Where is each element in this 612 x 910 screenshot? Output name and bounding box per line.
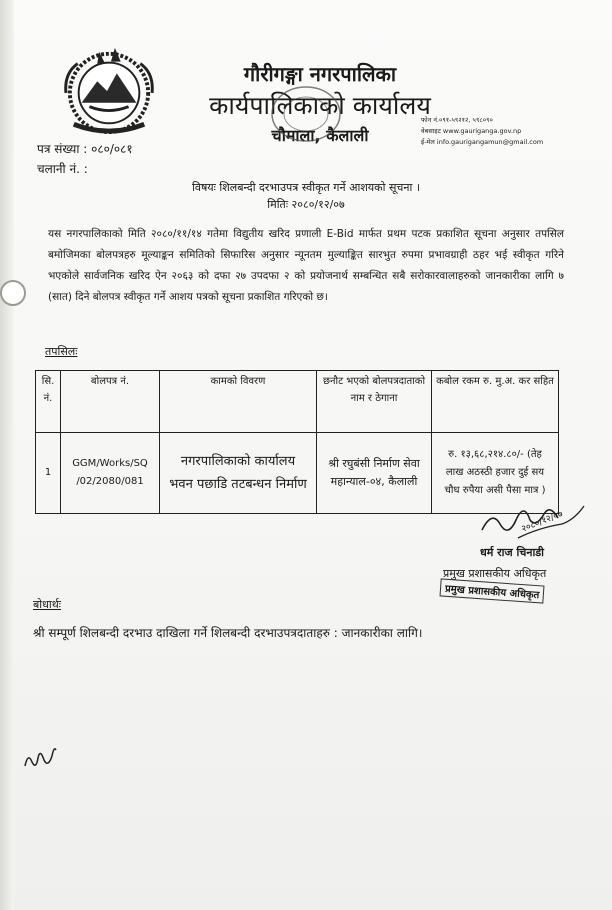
col-header-bidder: छनौट भएको बोलपत्रदाताको नाम र ठेगाना: [317, 371, 432, 433]
municipality-name: गौरीगङ्गा नगरपालिका: [243, 62, 397, 86]
col-header-bid-no: बोलपत्र नं.: [61, 371, 160, 433]
nepal-government-emblem: [60, 44, 158, 136]
signature-date: २०८०/१२/०७: [520, 509, 565, 535]
cell-sn: 1: [36, 433, 61, 514]
cell-bid-no: GGM/Works/SQ /02/2080/081: [61, 433, 160, 514]
contact-info: [421, 115, 543, 148]
cell-description: नगरपालिकाको कार्यालय भवन पछाडि तटबन्धन निर्माण: [160, 433, 317, 514]
table-header-row: [36, 371, 559, 433]
handwritten-initials: [22, 738, 58, 774]
office-location: चौमाला, कैलाली: [271, 126, 369, 145]
office-seal: [266, 82, 346, 146]
punch-hole: [0, 280, 26, 306]
phone-number: फोन नं.०९१-५९२१२, ५९८०९०: [421, 116, 493, 124]
official-stamp: प्रमुख प्रशासकीय अधिकृत: [439, 578, 544, 603]
email: ई-मेल info.gaurigangamun@gmail.com: [421, 138, 544, 146]
col-header-sn: सि. नं.: [36, 371, 61, 433]
signatory-name: धर्म राज चिनाडी: [480, 546, 545, 559]
tapsil-label: तपसिलः: [45, 345, 78, 358]
letter-number: पत्र संख्या : ०८०/०८१: [37, 142, 133, 156]
bodhartha-label: बोधार्थः: [33, 598, 61, 611]
signatory-title: प्रमुख प्रशासकीय अधिकृत: [443, 567, 547, 580]
bodhartha-text: श्री सम्पूर्ण शिलबन्दी दरभाउ दाखिला गर्ने शिलबन्दी दरभाउपत्रदाताहरु : जानकारीका लागि।: [33, 626, 423, 640]
bid-table: [35, 370, 559, 514]
body-paragraph: यस नगरपालिकाको मिति २०८०/११/१४ गतेमा विद्युतीय खरिद प्रणाली E-Bid मार्फत प्रथम पटक प्रकाशित सूचना अनुसार तपसिल बमोजिमका बोलपत्रहरु मूल्याङ्कन समितिको सिफारिस अनुसार न्यूनतम मुल्याङ्कित सारभुत रुपमा प्रभावग्राही ठहर भई स्वीकृत गरिने भएकोले सार्वजनिक खरिद ऐन २०६३ को दफा २७ उपदफा २ को प्रयोजनार्थ सम्बन्धित सबै सरोकारवालाहरुको जानकारीका लागि ७ (सात) दिने बोलपत्र स्वीकृत गर्ने आशय पत्रको सूचना प्रकाशित गरिएको छ।: [48, 228, 564, 303]
subject-date: मितिः २०८०/१२/०७: [267, 198, 345, 211]
col-header-description: कामको विवरण: [160, 371, 317, 433]
cell-bidder: श्री रघुबंसी निर्माण सेवा महान्याल-०४, कैलाली: [317, 433, 432, 514]
subject-line: विषयः शिलबन्दी दरभाउपत्र स्वीकृत गर्ने आशयको सूचना ।: [191, 181, 421, 194]
cell-amount: रु. १३,६८,२१४.८०/- (तेह लाख अठस्ठी हजार दुई सय चौध रुपैया असी पैसा मात्र ): [432, 433, 559, 514]
col-header-amount: कबोल रकम रु. मु.अ. कर सहित: [432, 371, 559, 433]
website: वेबसाइट www.gauriganga.gov.np: [421, 127, 522, 135]
dispatch-number: चलानी नं. :: [37, 162, 88, 176]
office-name: कार्यपालिकाको कार्यालय: [209, 91, 431, 120]
